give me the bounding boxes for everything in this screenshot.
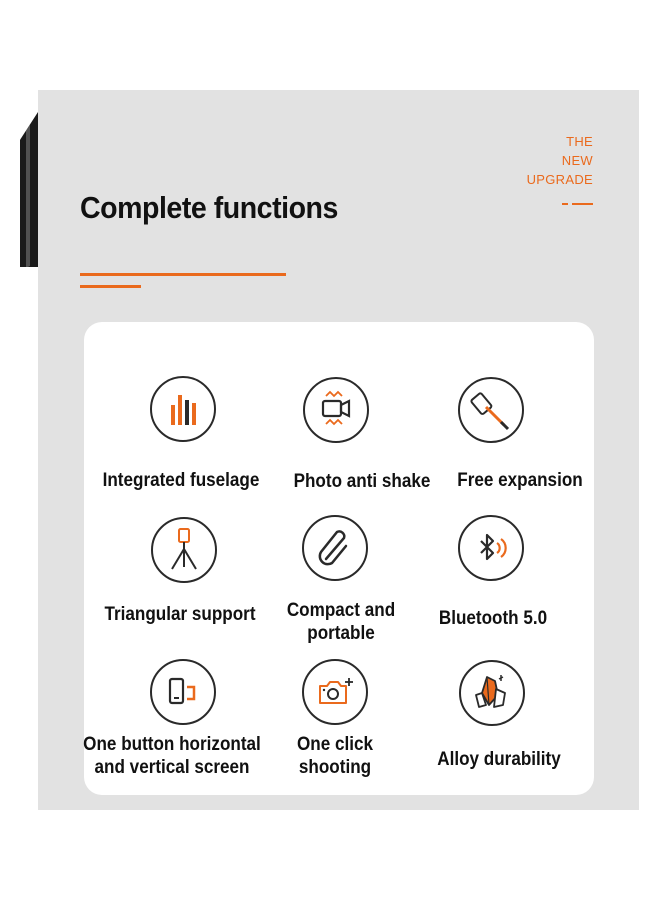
feature-label-integrated-fuselage: Integrated fuselage — [102, 470, 260, 491]
upgrade-tag-line-1: THE — [566, 134, 593, 149]
upgrade-tag-line-3: UPGRADE — [526, 172, 593, 187]
page-title: Complete functions — [80, 190, 338, 225]
feature-label-compact-and-portable: Compact and portable — [286, 600, 396, 644]
tripod-icon — [151, 517, 217, 583]
bar-columns-icon — [150, 376, 216, 442]
title-underline-short — [80, 285, 141, 288]
decorative-stripe — [20, 112, 38, 267]
crystal-icon — [459, 660, 525, 726]
feature-label-one-click-shooting: One click shooting — [296, 734, 374, 778]
feature-label-horizontal-vertical-screen: One button horizontal and vertical screen — [83, 734, 261, 778]
upgrade-dash — [562, 203, 593, 205]
feature-label-free-expansion: Free expansion — [457, 470, 583, 491]
feature-label-bluetooth: Bluetooth 5.0 — [438, 608, 548, 629]
feature-label-alloy-durability: Alloy durability — [437, 749, 561, 770]
phone-rotate-icon — [150, 659, 216, 725]
selfie-stick-icon — [458, 377, 524, 443]
title-underline-long — [80, 273, 286, 276]
camera-icon — [302, 659, 368, 725]
feature-label-triangular-support: Triangular support — [104, 604, 256, 625]
upgrade-tag-line-2: NEW — [561, 153, 593, 168]
upgrade-tag — [527, 132, 593, 189]
bluetooth-icon — [458, 515, 524, 581]
video-camera-stabilize-icon — [303, 377, 369, 443]
feature-label-photo-anti-shake: Photo anti shake — [293, 471, 431, 492]
paperclip-icon — [302, 515, 368, 581]
